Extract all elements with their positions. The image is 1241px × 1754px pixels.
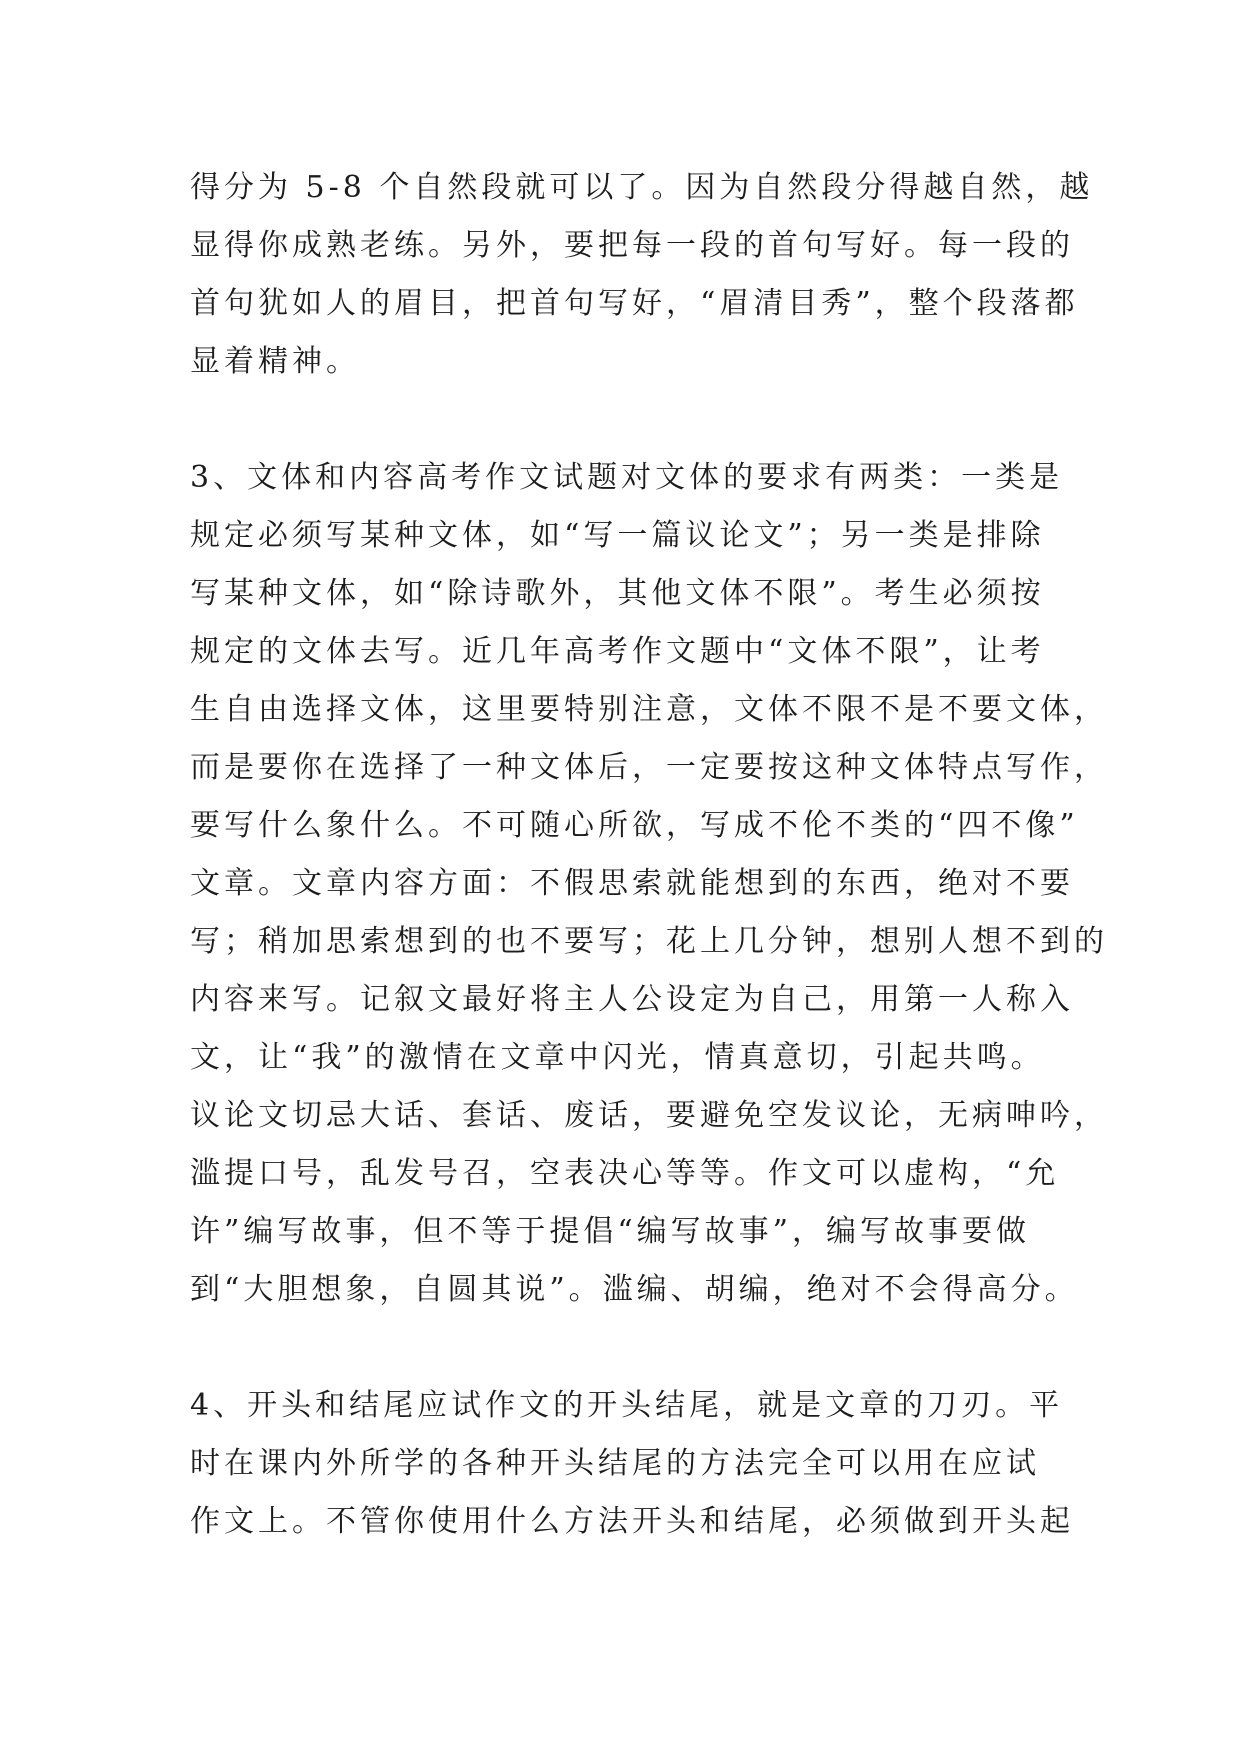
text-line: 文，让“我”的激情在文章中闪光，情真意切，引起共鸣。 [190,1040,1045,1075]
text-line: 到“大胆想象，自圆其说”。滥编、胡编，绝对不会得高分。 [190,1272,1079,1307]
text-line: 规定的文体去写。近几年高考作文题中“文体不限”，让考 [190,634,1045,669]
text-line: 文章。文章内容方面：不假思索就能想到的东西，绝对不要 [190,866,1074,901]
text-line: 滥提口号，乱发号召，空表决心等等。作文可以虚构，“允 [190,1156,1060,1191]
text-line: 4、开头和结尾应试作文的开头结尾，就是文章的刀刃。平 [190,1388,1064,1423]
text-line: 议论文切忌大话、套话、废话，要避免空发议论，无病呻吟， [190,1098,1108,1133]
text-line: 写；稍加思索想到的也不要写；花上几分钟，想别人想不到的 [190,924,1108,959]
text-line: 许”编写故事，但不等于提倡“编写故事”，编写故事要做 [190,1214,1031,1249]
text-line: 作文上。不管你使用什么方法开头和结尾，必须做到开头起 [190,1504,1074,1539]
text-line: 3、文体和内容高考作文试题对文体的要求有两类：一类是 [190,460,1064,495]
text-line: 内容来写。记叙文最好将主人公设定为自己，用第一人称入 [190,982,1074,1017]
text-line: 时在课内外所学的各种开头结尾的方法完全可以用在应试 [190,1446,1040,1481]
text-line: 写某种文体，如“除诗歌外，其他文体不限”。考生必须按 [190,576,1045,611]
text-line: 首句犹如人的眉目，把首句写好，“眉清目秀”，整个段落都 [190,286,1079,321]
text-line: 规定必须写某种文体，如“写一篇议论文”；另一类是排除 [190,518,1045,553]
text-line: 得分为 5-8 个自然段就可以了。因为自然段分得越自然，越 [190,170,1094,205]
text-line: 显得你成熟老练。另外，要把每一段的首句写好。每一段的 [190,228,1074,263]
text-line: 生自由选择文体，这里要特别注意，文体不限不是不要文体， [190,692,1108,727]
text-line: 而是要你在选择了一种文体后，一定要按这种文体特点写作， [190,750,1108,785]
text-line: 显着精神。 [190,344,360,379]
text-line: 要写什么象什么。不可随心所欲，写成不伦不类的“四不像” [190,808,1079,843]
